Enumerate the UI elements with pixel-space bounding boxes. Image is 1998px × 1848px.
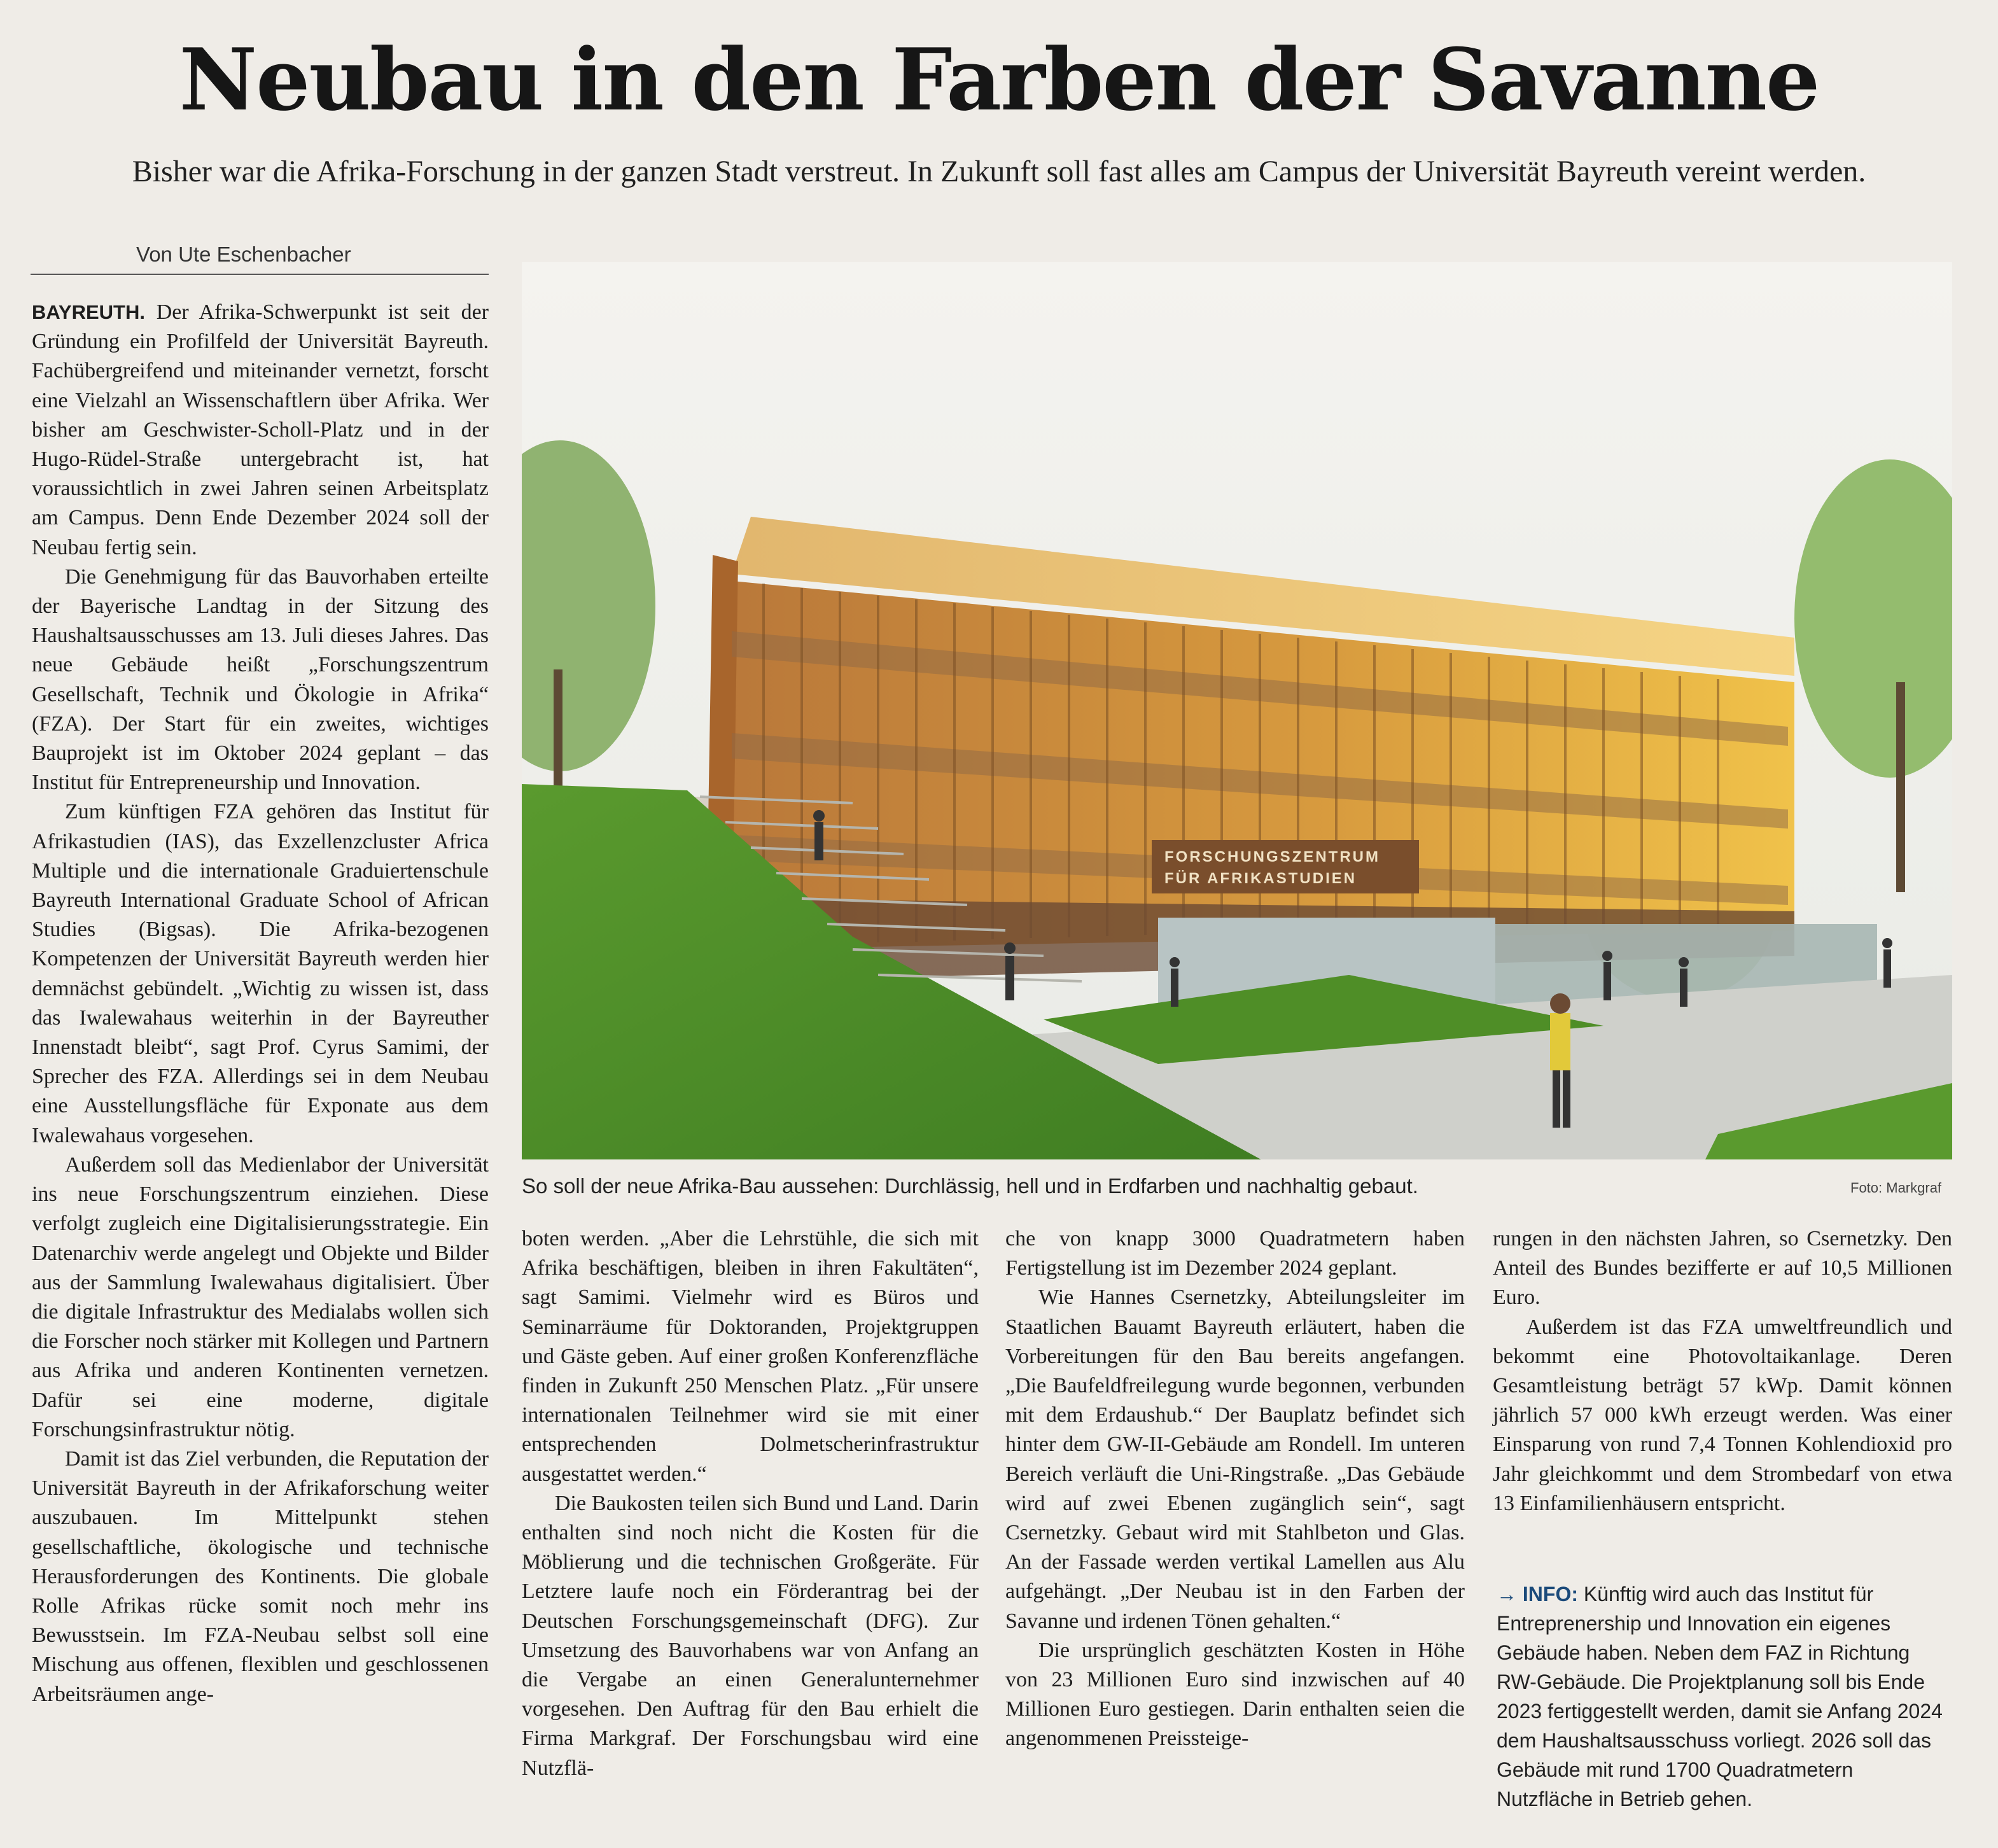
- paragraph: Außerdem soll das Medienlabor der Universität ins neue Forschungszentrum einziehen. Diese verfolgt zugleich eine Digitalisierungsstrategie. Ein Datenarchiv werde angelegt und Objekte und Bilder aus der Sammlung Iwalewahaus digitalisiert. Über die digitale Infrastruktur des Medialabs wollen sich die Forscher noch stärker mit Kollegen und Partnern aus Afrika und anderen Kontinenten vernetzen. Dafür sei eine moderne, digitale Forschungsinfrastruktur nötig.: [32, 1152, 489, 1441]
- byline: Von Ute Eschenbacher: [136, 242, 351, 266]
- paragraph: Außerdem ist das FZA umweltfreundlich und bekommt eine Photovoltaikanlage. Deren Gesamtleistung beträgt 57 kWp. Damit können jährlich 57 000 kWh erzeugt werden. Was einer Einsparung von rund 7,4 Tonnen Kohlendioxid pro Jahr gleichkommt und dem Strombedarf von etwa 13 Einfamilienhäusern entspricht.: [1493, 1315, 1952, 1515]
- headline: Neubau in den Farben der Savanne: [179, 29, 1819, 130]
- text-column-2: [522, 1224, 979, 1783]
- paragraph: Die Baukosten teilen sich Bund und Land. Darin enthalten sind noch nicht die Kosten für die Möblierung und die technischen Großgeräte. Für Letztere laufe noch ein Förderantrag bei der Deutschen Forschungsgemeinschaft (DFG). Zur Umsetzung des Bauvorhabens war von Anfang an die Vergabe an einen Generalunternehmer vorgesehen. Den Auftrag für den Bau erhielt die Firma Markgraf. Der Forschungsbau wird eine Nutzflä-: [522, 1491, 979, 1780]
- paragraph: Wie Hannes Csernetzky, Abteilungsleiter im Staatlichen Bauamt Bayreuth erläutert, haben die Vorbereitungen für den Bau bereits angefangen. „Die Baufeldfreilegung wurde begonnen, verbunden mit dem Erdaushub.“ Der Bauplatz befindet sich hinter dem GW-II-Gebäude am Rondell. Im unteren Bereich verläuft die Uni-Ringstraße. „Das Gebäude wird auf zwei Ebenen zugänglich sein“, sagt Csernetzky. Gebaut wird mit Stahlbeton und Glas. An der Fassade werden vertikal Lamellen aus Alu aufgehängt. „Der Neubau ist in den Farben der Savanne und irdenen Tönen gehalten.“: [1005, 1285, 1465, 1633]
- sign-line-1: FORSCHUNGSZENTRUM: [1164, 848, 1380, 865]
- text-column-4: [1493, 1224, 1952, 1518]
- info-text: Künftig wird auch das Institut für Entreprenership und Innovation ein eigenes Gebäude haben. Neben dem FAZ in Richtung RW-Gebäude. Die Projektplanung soll bis Ende 2023 fertiggestellt werden, damit sie Anfang 2024 dem Haushaltsausschuss vorliegt. 2026 soll das Gebäude mit rund 1700 Quadratmetern Nutzfläche in Betrieb gehen.: [1497, 1583, 1943, 1810]
- paragraph: Zum künftigen FZA gehören das Institut für Afrikastudien (IAS), das Exzellenzcluster Africa Multiple und die internationale Graduiertenschule Bayreuth International Graduate School of African Studies (Bigsas). Die Afrika-bezogenen Kompetenzen der Universität Bayreuth werden hier demnächst gebündelt. „Wichtig zu wissen ist, dass das Iwalewahaus weiterhin in der Bayreuther Innenstadt bleibt“, sagt Prof. Cyrus Samimi, der Sprecher des FZA. Allerdings sei in dem Neubau eine Ausstellungsfläche für Exponate aus dem Iwalewahaus vorgesehen.: [32, 800, 489, 1147]
- paragraph: Die ursprünglich geschätzten Kosten in Höhe von 23 Millionen Euro sind inzwischen auf 40 Millionen Euro gestiegen. Darin enthalten seien die angenommenen Preissteige-: [1005, 1638, 1465, 1751]
- text-column-3: [1005, 1224, 1465, 1754]
- photo-credit: Foto: Markgraf: [1850, 1180, 1942, 1196]
- paragraph: Damit ist das Ziel verbunden, die Reputation der Universität Bayreuth in der Afrikaforschung weiter auszubauen. Im Mittelpunkt stehen gesellschaftliche, ökologische und technische Herausforderungen des Kontinents. Die globale Rolle Afrikas rücke somit noch mehr ins Bewusstsein. Im FZA-Neubau selbst soll eine Mischung aus offenen, flexiblen und geschlossenen Arbeitsräumen ange-: [32, 1446, 489, 1706]
- paragraph: boten werden. „Aber die Lehrstühle, die sich mit Afrika beschäftigen, bleiben in ihren Fakultäten“, sagt Samimi. Vielmehr wird es Büros und Seminarräume für Doktoranden, Projektgruppen und Gäste geben. Auf einer großen Konferenzfläche finden in Zukunft 250 Menschen Platz. „Für unsere internationalen Teilnehmer wird sie mit einer entsprechenden Dolmetscherinfrastruktur ausgestattet werden.“: [522, 1227, 979, 1486]
- photo-caption: So soll der neue Afrika-Bau aussehen: Durchlässig, hell und in Erdfarben und nachhaltig gebaut.: [522, 1174, 1418, 1198]
- paragraph: Die Genehmigung für das Bauvorhaben erteilte der Bayerische Landtag in der Sitzung des Haushaltsausschusses am 13. Juli dieses Jahres. Das neue Gebäude heißt „Forschungszentrum Gesellschaft, Technik und Ökologie in Afrika“ (FZA). Der Start für ein zweites, wichtiges Bauprojekt ist im Oktober 2024 geplant – das Institut für Entrepreneurship und Innovation.: [32, 564, 489, 795]
- paragraph: rungen in den nächsten Jahren, so Csernetzky. Den Anteil des Bundes bezifferte er auf 10,5 Millionen Euro.: [1493, 1227, 1952, 1310]
- subtitle: Bisher war die Afrika-Forschung in der ganzen Stadt verstreut. In Zukunft soll fast alles am Campus der Universität Bayreuth vereint werden.: [132, 155, 1866, 188]
- person-foreground: [1550, 993, 1570, 1128]
- paragraph-text: Der Afrika-Schwerpunkt ist seit der Gründung ein Profilfeld der Universität Bayreuth. Fachübergreifend und miteinander vernetzt, forscht eine Vielzahl an Wissenschaftlern über Afrika. Wer bisher am Geschwister-Scholl-Platz und in der Hugo-Rüdel-Straße untergebracht ist, hat voraussichtlich in zwei Jahren seinen Arbeitsplatz am Campus. Denn Ende Dezember 2024 soll der Neubau fertig sein.: [32, 300, 489, 559]
- byline-rule: [31, 274, 489, 275]
- sign-line-2: FÜR AFRIKASTUDIEN: [1164, 870, 1357, 887]
- paragraph: che von knapp 3000 Quadratmetern haben Fertigstellung ist im Dezember 2024 geplant.: [1005, 1227, 1465, 1280]
- info-box: [1497, 1579, 1952, 1814]
- info-label: → INFO:: [1497, 1583, 1578, 1606]
- paragraph: [32, 298, 489, 563]
- building-rendering-photo: [522, 262, 1952, 1159]
- dateline: BAYREUTH.: [32, 301, 145, 323]
- text-column-1: [32, 298, 489, 1709]
